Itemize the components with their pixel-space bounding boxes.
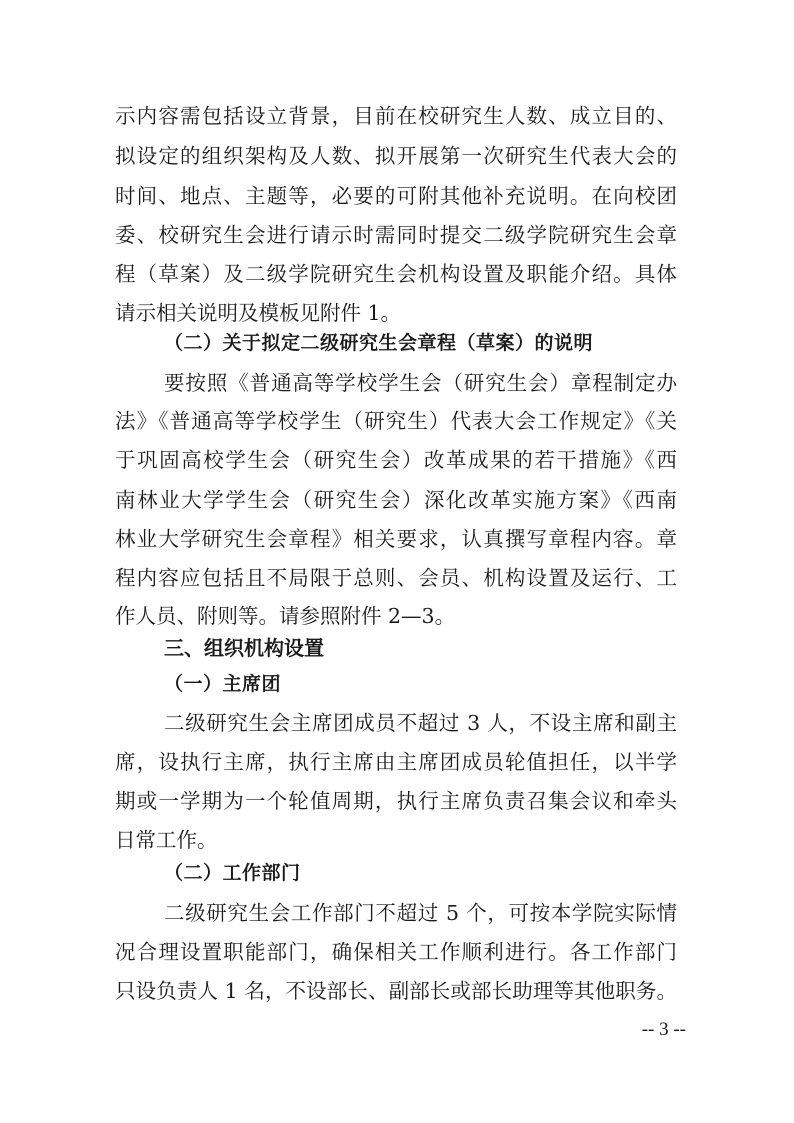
section-subheading: （二）关于拟定二级研究生会章程（草案）的说明 bbox=[164, 332, 594, 354]
page-number: -- 3 -- bbox=[641, 1019, 686, 1040]
body-line: 期或一学期为一个轮值周期，执行主席负责召集会议和牵头 bbox=[115, 789, 677, 813]
body-line: 程（草案）及二级学院研究生会机构设置及职能介绍。具体 bbox=[115, 262, 677, 286]
body-line: 于巩固高校学生会（研究生会）改革成果的若干措施》《西 bbox=[115, 448, 677, 472]
body-line: 日常工作。 bbox=[115, 828, 218, 852]
body-line: 席，设执行主席，执行主席由主席团成员轮值担任，以半学 bbox=[115, 750, 677, 774]
body-line: 林业大学研究生会章程》相关要求，认真撰写章程内容。章 bbox=[115, 527, 677, 551]
section-subheading: （一）主席团 bbox=[164, 673, 282, 695]
body-line: 请示相关说明及模板见附件 1。 bbox=[115, 301, 402, 325]
section-subheading: （二）工作部门 bbox=[164, 862, 301, 884]
body-line: 二级研究生会主席团成员不超过 3 人，不设主席和副主 bbox=[164, 711, 677, 735]
body-line: 时间、地点、主题等，必要的可附其他补充说明。在向校团 bbox=[115, 184, 677, 208]
section-heading: 三、组织机构设置 bbox=[164, 636, 324, 660]
body-line: 委、校研究生会进行请示时需同时提交二级学院研究生会章 bbox=[115, 223, 677, 247]
body-line: 示内容需包括设立背景，目前在校研究生人数、成立目的、 bbox=[115, 104, 677, 128]
body-line: 作人员、附则等。请参照附件 2—3。 bbox=[115, 604, 456, 628]
body-line: 拟设定的组织架构及人数、拟开展第一次研究生代表大会的 bbox=[115, 144, 677, 168]
body-line: 况合理设置职能部门，确保相关工作顺利进行。各工作部门 bbox=[115, 940, 677, 964]
body-line: 要按照《普通高等学校学生会（研究生会）章程制定办 bbox=[164, 371, 677, 395]
body-line: 法》《普通高等学校学生（研究生）代表大会工作规定》《关 bbox=[115, 409, 677, 433]
body-line: 程内容应包括且不局限于总则、会员、机构设置及运行、工 bbox=[115, 566, 677, 590]
body-line: 南林业大学学生会（研究生会）深化改革实施方案》《西南 bbox=[115, 488, 677, 512]
body-line: 二级研究生会工作部门不超过 5 个，可按本学院实际情 bbox=[164, 901, 677, 925]
body-line: 只设负责人 1 名，不设部长、副部长或部长助理等其他职务。 bbox=[115, 979, 677, 1003]
